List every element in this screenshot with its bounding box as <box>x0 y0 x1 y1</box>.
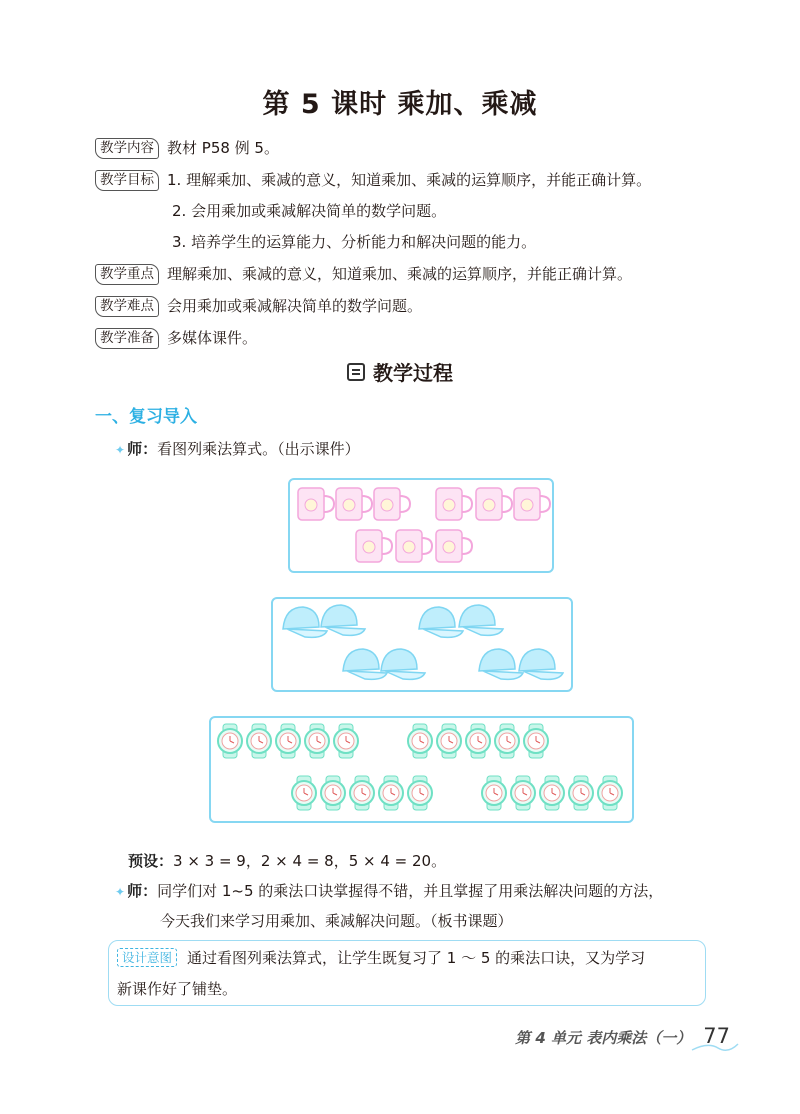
watch-item <box>276 724 300 758</box>
key-tag: 教学重点 <box>95 264 159 285</box>
teacher-line-2 <box>115 878 663 905</box>
watch-item <box>408 724 432 758</box>
watch-item <box>379 776 403 810</box>
goals-tag: 教学目标 <box>95 170 159 191</box>
note-line-1 <box>117 945 645 971</box>
teacher-label: 师： <box>127 882 158 900</box>
cup-item <box>476 488 512 520</box>
cup-item <box>374 488 410 520</box>
prep-text: 多媒体课件。 <box>167 329 258 347</box>
cups-box <box>288 478 554 573</box>
design-intent-note <box>108 940 706 1006</box>
teacher-text: 看图列乘法算式。（出示课件） <box>157 440 360 458</box>
footer-swash <box>690 1040 740 1054</box>
watch-item <box>598 776 622 810</box>
difficulty-text: 会用乘加或乘减解决简单的数学问题。 <box>167 297 423 315</box>
watch-item <box>350 776 374 810</box>
difficulty-row <box>95 293 422 319</box>
watch-item <box>408 776 432 810</box>
cap-item <box>381 649 425 679</box>
cap-item <box>459 605 503 635</box>
teacher-text-2: 同学们对 1~5 的乘法口诀掌握得不错，并且掌握了用乘法解决问题的方法， <box>157 882 664 900</box>
watch-item <box>495 724 519 758</box>
teacher-label: 师： <box>127 440 158 458</box>
process-heading <box>0 357 800 386</box>
cup-item <box>336 488 372 520</box>
key-row <box>95 261 632 287</box>
footer-unit: 第 4 单元 表内乘法（一） <box>515 1029 692 1047</box>
book-icon <box>347 363 365 381</box>
note-line-2: 新课作好了铺垫。 <box>117 980 238 998</box>
watch-item <box>466 724 490 758</box>
page-title: 第 5 课时 乘加、乘减 <box>262 89 538 120</box>
sparkle-icon: ✦ <box>115 443 126 457</box>
goal-item: 1. 理解乘加、乘减的意义，知道乘加、乘减的运算顺序，并能正确计算。 <box>167 171 652 189</box>
cup-item <box>356 530 392 562</box>
watch-item <box>321 776 345 810</box>
goal-item: 2. 会用乘加或乘减解决简单的数学问题。 <box>172 202 447 220</box>
sparkle-icon: ✦ <box>115 885 126 899</box>
goal-item: 3. 培养学生的运算能力、分析能力和解决问题的能力。 <box>172 233 537 251</box>
page-number: 77 <box>703 1024 730 1048</box>
cup-item <box>514 488 550 520</box>
goals-row <box>95 167 651 193</box>
watch-item <box>569 776 593 810</box>
watch-item <box>540 776 564 810</box>
prep-row <box>95 325 257 351</box>
section-review: 一、复习导入 <box>95 407 197 427</box>
watch-item <box>437 724 461 758</box>
watch-item <box>247 724 271 758</box>
cup-item <box>436 488 472 520</box>
process-heading-text: 教学过程 <box>373 361 453 385</box>
watch-item <box>334 724 358 758</box>
watch-item <box>482 776 506 810</box>
watch-item <box>218 724 242 758</box>
note-text-1: 通过看图列乘法算式，让学生既复习了 1 ～ 5 的乘法口诀，又为学习 <box>187 949 646 967</box>
content-row <box>95 135 279 161</box>
prep-tag: 教学准备 <box>95 328 159 349</box>
cap-item <box>343 649 387 679</box>
cup-item <box>436 530 472 562</box>
cap-item <box>283 607 327 637</box>
cup-item <box>298 488 334 520</box>
watch-item <box>524 724 548 758</box>
teacher-line-1 <box>115 436 360 463</box>
cap-item <box>419 607 463 637</box>
watches-figure <box>211 718 632 821</box>
teacher-line-2b: 今天我们来学习用乘加、乘减解决问题。（板书课题） <box>160 912 513 930</box>
note-tag: 设计意图 <box>117 948 177 967</box>
preset-line <box>128 848 446 874</box>
caps-figure <box>273 599 571 690</box>
content-text: 教材 P58 例 5。 <box>167 139 279 157</box>
key-text: 理解乘加、乘减的意义，知道乘加、乘减的运算顺序，并能正确计算。 <box>167 265 633 283</box>
watches-box <box>209 716 634 823</box>
watch-item <box>292 776 316 810</box>
difficulty-tag: 教学难点 <box>95 296 159 317</box>
watch-item <box>511 776 535 810</box>
cap-item <box>519 649 563 679</box>
cap-item <box>479 649 523 679</box>
watch-item <box>305 724 329 758</box>
cups-figure <box>290 480 552 571</box>
preset-text: 3 × 3 = 9，2 × 4 = 8，5 × 4 = 20。 <box>173 852 447 870</box>
caps-box <box>271 597 573 692</box>
preset-label: 预设： <box>128 852 174 870</box>
content-tag: 教学内容 <box>95 138 159 159</box>
cup-item <box>396 530 432 562</box>
